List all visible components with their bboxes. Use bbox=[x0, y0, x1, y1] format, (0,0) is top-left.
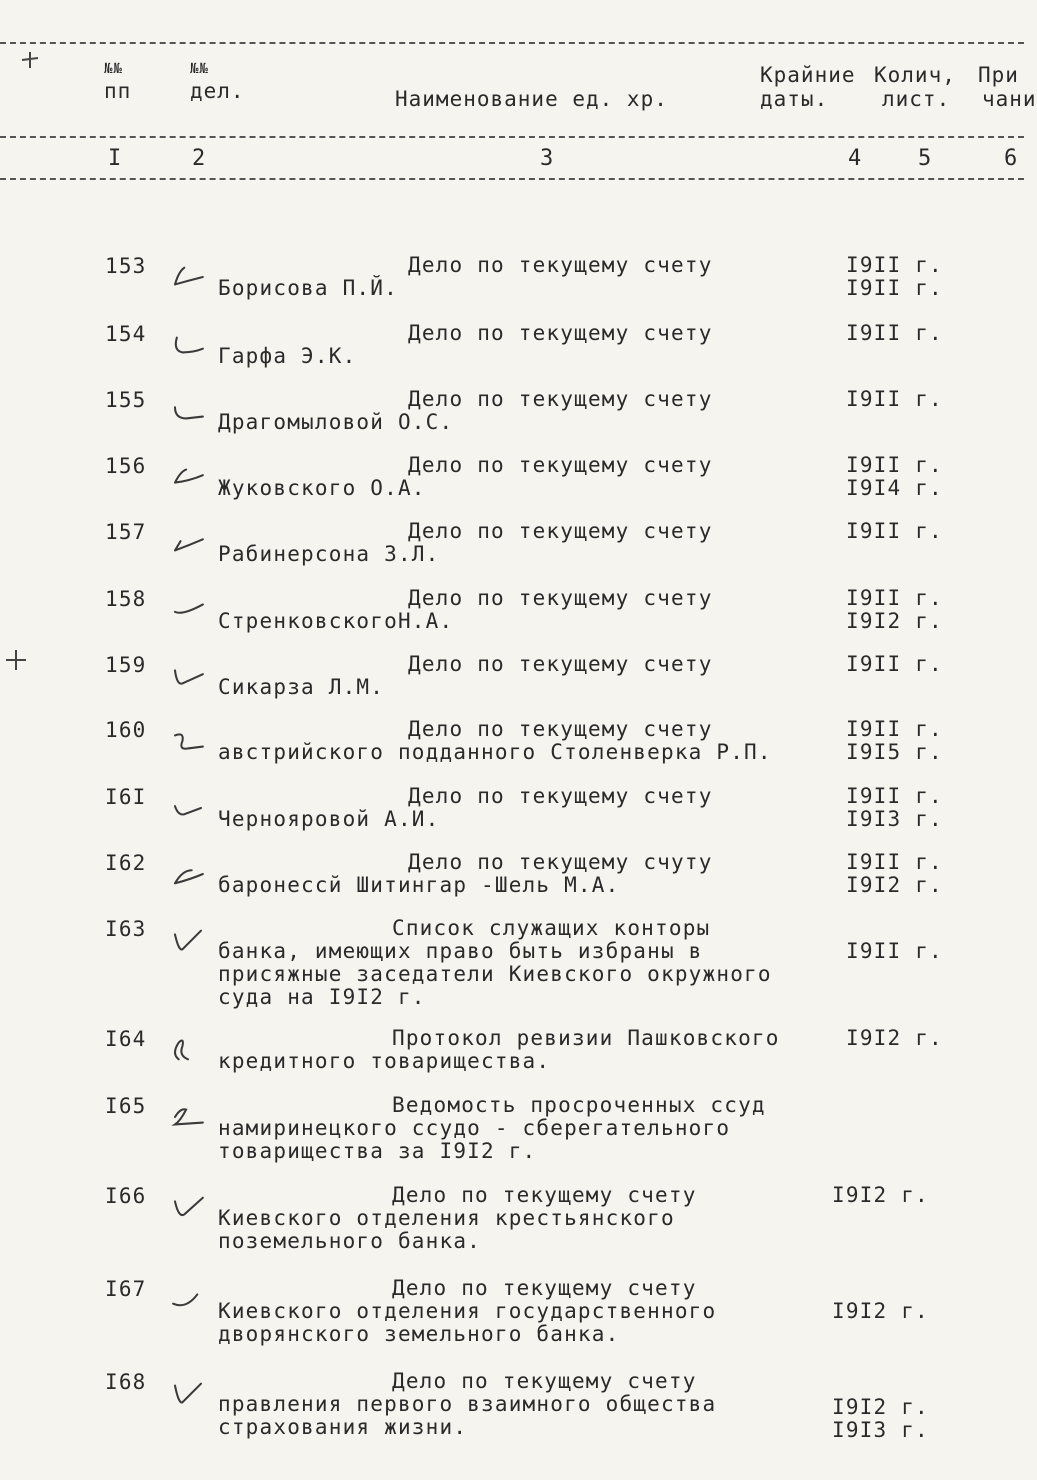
row-title-line: Дело по текущему счету bbox=[408, 387, 713, 411]
col3-label: Наименование ед. хр. bbox=[395, 87, 668, 111]
row-date: I9II г. bbox=[846, 387, 943, 411]
row-date: I9I5 г. bbox=[846, 740, 943, 764]
col1-sign: №№ bbox=[104, 61, 123, 77]
header-bottom-rule bbox=[0, 178, 1024, 180]
row-title-line: Дело по текущему счету bbox=[408, 321, 713, 345]
col-number-3: 3 bbox=[540, 146, 554, 171]
check-mark-icon bbox=[168, 795, 208, 821]
row-description-line: австрийского подданного Столенверка Р.П. bbox=[218, 740, 772, 764]
check-mark-icon bbox=[168, 332, 208, 358]
row-number: I65 bbox=[105, 1094, 147, 1118]
row-number: I63 bbox=[105, 917, 147, 941]
row-number: 156 bbox=[105, 454, 147, 478]
row-date: I9I2 г. bbox=[832, 1395, 929, 1419]
row-description-line: баронессй Шитингар -Шель М.А. bbox=[218, 873, 620, 897]
row-date: I9I4 г. bbox=[846, 476, 943, 500]
row-date: I9II г. bbox=[846, 586, 943, 610]
col1-label: пп bbox=[104, 79, 132, 103]
row-number: 159 bbox=[105, 653, 147, 677]
col5-label-1: Колич, bbox=[874, 63, 956, 87]
row-description-line: Борисова П.Й. bbox=[218, 276, 398, 300]
header-top-rule bbox=[0, 42, 1024, 44]
row-date: I9II г. bbox=[846, 519, 943, 543]
row-date: I9II г. bbox=[846, 453, 943, 477]
check-mark-icon bbox=[168, 1104, 208, 1130]
row-description-line: присяжные заседатели Киевского окружного bbox=[218, 962, 772, 986]
row-title-line: Список служащих конторы bbox=[392, 916, 711, 940]
row-date: I9II г. bbox=[846, 717, 943, 741]
row-title-line: Дело по текущему счуту bbox=[408, 850, 713, 874]
row-title-line: Дело по текущему счету bbox=[408, 519, 713, 543]
row-description-line: кредитного товарищества. bbox=[218, 1049, 551, 1073]
row-title-line: Дело по текущему счету bbox=[408, 784, 713, 808]
row-date: I9I2 г. bbox=[832, 1299, 929, 1323]
check-mark-icon bbox=[168, 464, 208, 490]
col-number-1: I bbox=[108, 146, 122, 171]
check-mark-icon bbox=[168, 398, 208, 424]
check-mark-icon bbox=[168, 1287, 208, 1313]
check-mark-icon bbox=[168, 1194, 208, 1220]
row-description-line: Сикарза Л.М. bbox=[218, 675, 385, 699]
row-date: I9I3 г. bbox=[832, 1418, 929, 1442]
row-date: I9II г. bbox=[846, 276, 943, 300]
row-date: I9II г. bbox=[846, 652, 943, 676]
check-mark-icon bbox=[168, 1037, 208, 1063]
check-mark-icon bbox=[168, 663, 208, 689]
check-mark-icon bbox=[168, 597, 208, 623]
check-mark-icon bbox=[168, 1380, 208, 1406]
row-date: I9II г. bbox=[846, 784, 943, 808]
row-date: I9II г. bbox=[846, 253, 943, 277]
row-date: I9I3 г. bbox=[846, 807, 943, 831]
row-date: I9I2 г. bbox=[846, 1026, 943, 1050]
col-number-5: 5 bbox=[918, 146, 932, 171]
row-number: 160 bbox=[105, 718, 147, 742]
row-description-line: Киевского отделения государственного bbox=[218, 1299, 717, 1323]
row-title-line: Дело по текущему счету bbox=[408, 586, 713, 610]
row-number: I67 bbox=[105, 1277, 147, 1301]
row-date: I9I2 г. bbox=[832, 1183, 929, 1207]
row-number: I64 bbox=[105, 1027, 147, 1051]
row-description-line: Киевского отделения крестьянского bbox=[218, 1206, 675, 1230]
col2-label: дел. bbox=[190, 79, 245, 103]
row-date: I9I2 г. bbox=[846, 873, 943, 897]
row-title-line: Дело по текущему счету bbox=[392, 1276, 697, 1300]
row-number: I66 bbox=[105, 1184, 147, 1208]
row-number: I6I bbox=[105, 785, 147, 809]
row-number: 154 bbox=[105, 322, 147, 346]
row-date: I9II г. bbox=[846, 321, 943, 345]
row-description-line: банка, имеющих право быть избраны в bbox=[218, 939, 703, 963]
row-title-line: Дело по текущему счету bbox=[408, 453, 713, 477]
check-mark-icon bbox=[168, 927, 208, 953]
col2-sign: №№ bbox=[190, 61, 209, 77]
margin-mark-icon bbox=[18, 50, 42, 70]
check-mark-icon bbox=[168, 264, 208, 290]
row-description-line: поземельного банка. bbox=[218, 1229, 482, 1253]
row-description-line: дворянского земельного банка. bbox=[218, 1322, 620, 1346]
row-title-line: Дело по текущему счету bbox=[408, 652, 713, 676]
col5-label-2: лист. bbox=[882, 87, 951, 111]
row-title-line: Дело по текущему счету bbox=[408, 253, 713, 277]
col6-label-2: чани bbox=[982, 87, 1037, 111]
row-description-line: правления первого взаимного общества bbox=[218, 1392, 717, 1416]
col6-label-1: При bbox=[978, 63, 1019, 87]
row-description-line: СтренковскогоН.А. bbox=[218, 609, 454, 633]
row-title-line: Дело по текущему счету bbox=[408, 717, 713, 741]
margin-mark-icon bbox=[4, 648, 28, 672]
check-mark-icon bbox=[168, 728, 208, 754]
row-number: 155 bbox=[105, 388, 147, 412]
col4-label-2: даты. bbox=[760, 87, 829, 111]
row-title-line: Ведомость просроченных ссуд bbox=[392, 1093, 766, 1117]
row-number: 153 bbox=[105, 254, 147, 278]
row-title-line: Протокол ревизии Пашковского bbox=[392, 1026, 780, 1050]
row-description-line: намиринецкого ссудо - сберегательного bbox=[218, 1116, 731, 1140]
row-title-line: Дело по текущему счету bbox=[392, 1369, 697, 1393]
row-description-line: Рабинерсона З.Л. bbox=[218, 542, 440, 566]
row-description-line: Гарфа Э.К. bbox=[218, 344, 357, 368]
row-number: I62 bbox=[105, 851, 147, 875]
row-date: I9I2 г. bbox=[846, 609, 943, 633]
row-description-line: Жуковского О.А. bbox=[218, 476, 426, 500]
row-number: I68 bbox=[105, 1370, 147, 1394]
row-description-line: товарищества за I9I2 г. bbox=[218, 1139, 537, 1163]
row-title-line: Дело по текущему счету bbox=[392, 1183, 697, 1207]
check-mark-icon bbox=[168, 530, 208, 556]
col-number-4: 4 bbox=[848, 146, 862, 171]
row-date: I9II г. bbox=[846, 939, 943, 963]
row-date: I9II г. bbox=[846, 850, 943, 874]
row-description-line: страхования жизни. bbox=[218, 1415, 468, 1439]
row-description-line: суда на I9I2 г. bbox=[218, 985, 426, 1009]
header-mid-rule bbox=[0, 136, 1024, 138]
row-number: 157 bbox=[105, 520, 147, 544]
col-number-2: 2 bbox=[192, 146, 206, 171]
col-number-6: 6 bbox=[1004, 146, 1018, 171]
check-mark-icon bbox=[168, 861, 208, 887]
row-description-line: Чернояровой А.И. bbox=[218, 807, 440, 831]
row-description-line: Драгомыловой О.С. bbox=[218, 410, 454, 434]
col4-label-1: Крайние bbox=[760, 63, 856, 87]
row-number: 158 bbox=[105, 587, 147, 611]
